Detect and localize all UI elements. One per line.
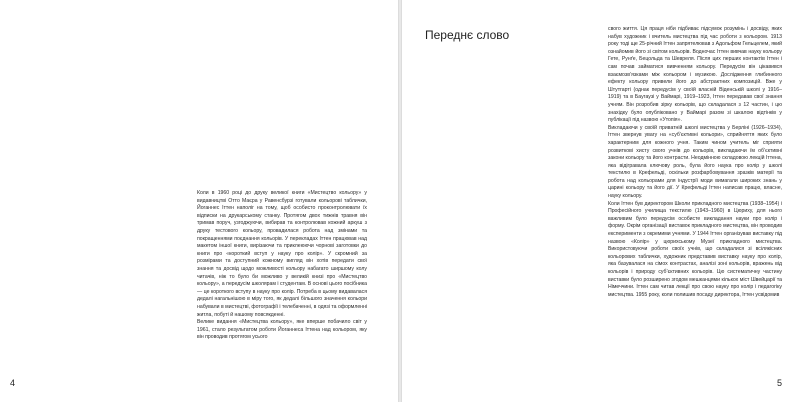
left-page-text-column (197, 190, 367, 342)
page-number-right: 5 (776, 378, 782, 388)
left-page (0, 0, 398, 402)
right-paragraph: свого життя. Ця праця ніби підбиває підсумок розумінь і досвіду, яких набув художник і вчитель мистецтва під час роботи з кольором. 1913 року тоді ще 25-річний Іттен запрятелював з Адольфом Гельцелем, який ознайомив його зі світом кольорів. Водночас Іттен вивчав науку кольору Гете, Рунґе, Бецольда та Шевреля. Після цих перших контактів Іттен і сам почав займатися вивченням кольору. Передусім він цікавився взаємозв’язками між кольором і музикою. Дослідження глибинного ефекту кольору привели його до абстрактних композицій. Вже у Штутгарті (однак передусім у своїй власній Віденській школі у 1916–1919) та в Баугаузі у Ваймарі, 1919–1923, Іттен передавав свої знання учням. Він розробив зірку кольорів, що складалася з 12 частин, і цю знахідку було опубліковано у Ваймарі разом зі шкалою відтінків у публікації під назвою «Утопія». (608, 26, 782, 124)
left-paragraph: Велике видання «Мистецтва кольору», яке вперше побачило світ у 1961, стало результатом роботи Йоганнеса Іттена над кольором, яку він проводив протягом усього (197, 319, 367, 341)
right-page (402, 0, 800, 402)
left-paragraph: Коли в 1960 році до друку великої книги «Мистецтво кольору» у видавництві Отто Маєра у Равенсбурзі готували кольорові таблички, Йоганнес Іттен наполіг на тому, щоб особисто проконтролювати їх відписки на друкарському станку. Протягом двох тижнів травня він тримав поруч, узгоджуючи, вибирав та контролював кожний аркуш з друку тестового кольору, провадилася робота над змінами та покращеннями поєднання кольорів. У перекладах Іттен працював над макетом іншої книги, вирізаючи та приклеюючи чорнові заготовки до книги про «короткий вступ у науку про колір». У скромний за розмірами та доступний кожному вигляд він хотів передати свої знання та досвід щодо можливості кольору набагато ширшому колу читачів, ніж то було би можливо у великій книзі про «Мистецтво кольору», а передусім школярам і студентам. В основі цього посібника — це короткого вступу в науку про колір. Потреба в цьому видавалася дедалі нагальнішою в міру того, як дедалі більшого значення кольори набували в мистецтві, фотографії і телебаченні, в одязі та оформленні житла, побуті й нашому повсякденні. (197, 190, 367, 318)
right-page-text-column (608, 26, 782, 299)
page-title: Переднє слово (425, 28, 510, 43)
page-number-left: 4 (10, 378, 16, 388)
right-paragraph: Коли Іттен був директором Школи прикладного мистецтва (1938–1954) і Професійного училища текстилю (1943–1960) в Цюриху, для нього важливим було передусім особисте викладання науки про колір і форму. Окрім організації виставок прикладного мистецтва, він проводив експерименти з окремими учнями. У 1944 Іттен організував виставку під назвою «Колір» у цюрихському Музеї прикладного мистецтва. Використовуючи роботи своїх учнів, що складалися зі всілякісних кольорових таблички, художник представив виставку науку про колір, яка базувалася на сімох контрастах, аналізі зоні кольорів, вражень від кольорів і природу суб’єктивних кольорів. Цю систематичну частину виставки було розширено згодом мешканцями кількох міст Швейцарії та Німеччини. Іттен сам читав лекції про свою науку про колір і педагогіку мистецтва. 1955 року, коли полишив посаду директора, Іттен усвідомив (608, 200, 782, 298)
right-paragraph: Викладаючи у своїй приватній школі мистецтва у Берліні (1926–1934), Іттен звернув увагу на «суб’єктивні кольори», сприйняття яких було характерним для кожного учня. Таким чином учитель міг сприяти розвиткові хисту свого учнів до кольорів, викладаючи їм об’єктивні закони кольору та його контрасти. Неодмінною складовою лекцій Іттена, яка відігравала ключову роль, була його наука про колір у школі текстилю в Крефельді, оскільки розфарбовування зразків матерії та робота над кольорами для індустрії моди вимагали широких знань у царині кольору та його дії. У Крефельді Іттен написав працю, власне, науку кольору. (608, 124, 782, 200)
